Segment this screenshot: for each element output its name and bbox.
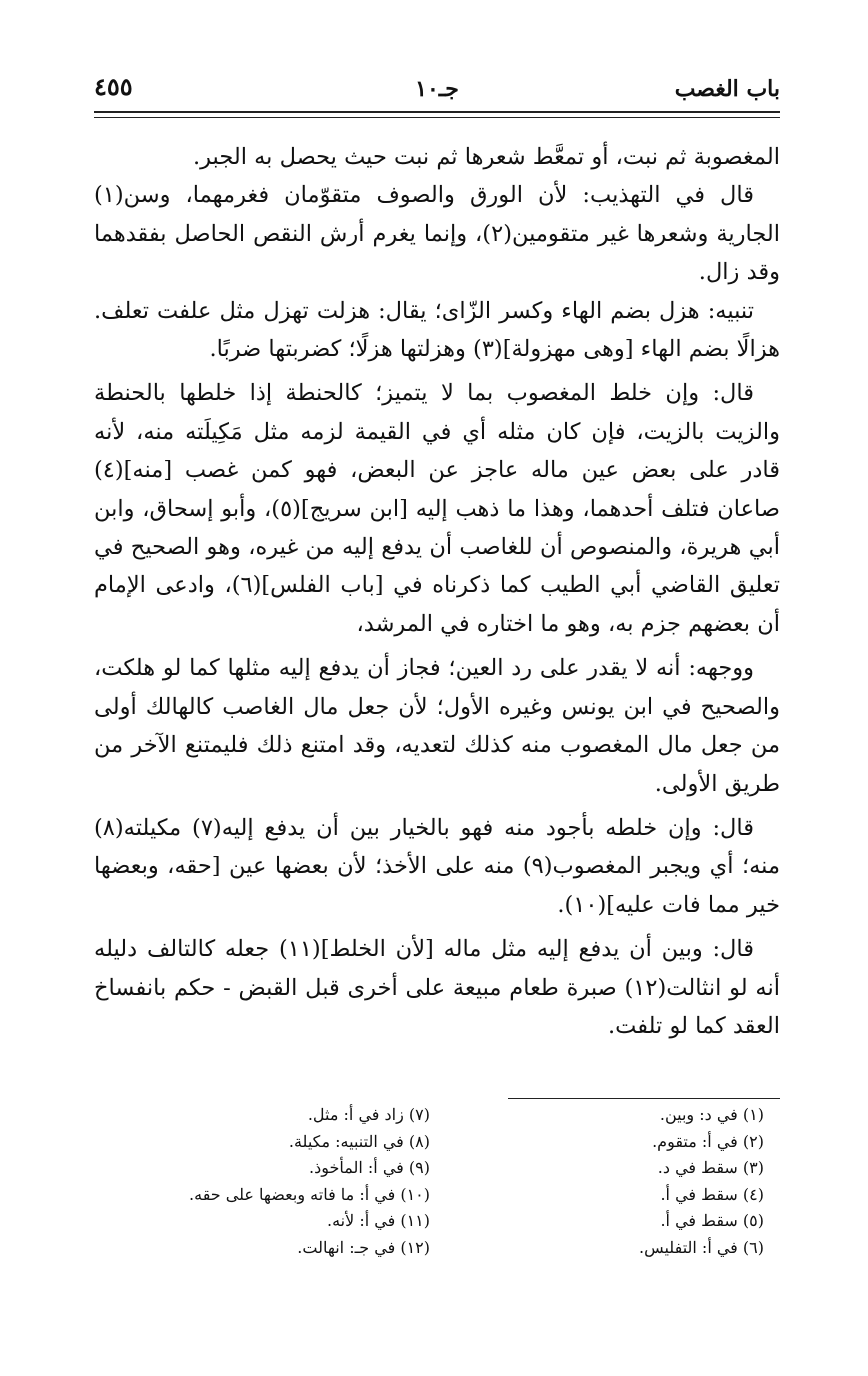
footnote: (٢) في أ: متقوم. (652, 1131, 764, 1151)
paragraph: تنبيه: هزل بضم الهاء وكسر الزّاى؛ يقال: هزلت تهزل مثل علفت تعلف. هزالًا بضم الهاء [وهى مهزولة](٣) وهزلتها هزلًا؛ كضربتها ضربًا. (94, 297, 780, 363)
footnote: (٥) سقط في أ. (660, 1211, 764, 1231)
footnote: (١٢) في جـ: انهالت. (297, 1237, 430, 1257)
paragraph: قال: وبين أن يدفع إليه مثل ماله [لأن الخلط](١١) جعله كالتالف دليله أنه لو انثالت(١٢) صبرة طعام مبيعة على أخرى قبل القبض - حكم بانفساخ العقد كما لو تلفت. (94, 936, 781, 1039)
paragraph: قال في التهذيب: لأن الورق والصوف متقوّمان فغرمهما، وسن(١) الجارية وشعرها غير متقومين(٢)، وإنما يغرم أرش النقص الحاصل بفقدهما وقد زال. (94, 182, 780, 286)
footnote: (١١) في أ: لأنه. (327, 1211, 430, 1231)
volume-number: جـ١٠ (415, 76, 459, 102)
page-number: ٤٥٥ (94, 72, 133, 101)
running-header (94, 72, 780, 106)
footnote: (٩) في أ: المأخوذ. (309, 1158, 430, 1178)
paragraph: قال: وإن خلطه بأجود منه فهو بالخيار بين أن يدفع إليه(٧) مكيلته(٨) منه؛ أي ويجبر المغصوب(٩) منه على الأخذ؛ لأن بعضها عين [حقه، وبعضها خير مما فات عليه](١٠). (94, 814, 781, 918)
footnote: (٨) في التنبيه: مكيلة. (288, 1131, 430, 1151)
footnote: (٦) في أ: التفليس. (638, 1237, 764, 1257)
footnote: (٧) زاد في أ: مثل. (307, 1105, 430, 1124)
header-rule-thick (94, 111, 780, 113)
footnotes-right-column (639, 1102, 764, 1262)
paragraph: المغصوبة ثم نبت، أو تمعَّط شعرها ثم نبت حيث يحصل به الجبر. (192, 144, 780, 170)
footnote: (١) في د: وبين. (659, 1105, 764, 1124)
footnote: (٤) سقط في أ. (660, 1184, 764, 1204)
footnote-separator (508, 1098, 780, 1099)
footnote: (١٠) في أ: ما فاته وبعضها على حقه. (189, 1184, 430, 1204)
main-text (94, 138, 780, 1045)
paragraph: قال: وإن خلط المغصوب بما لا يتميز؛ كالحنطة إذا خلطها بالحنطة والزيت بالزيت، فإن كان مثله أي في القيمة لزمه مثل مَكِيلَته منه، لأنه قادر على بعض عين ماله عاجز عن البعض، فهو كمن غصب [منه](٤) صاعان فتلف أحدهما، وهذا ما ذهب إليه [ابن سريج](٥)، وأبو إسحاق، وابن أبي هريرة، والمنصوص أن للغاصب أن يدفع إليه من غيره، وهو الصحيح في تعليق القاضي أبي الطيب كما ذكرناه في [باب الفلس](٦)، وادعى الإمام أن بعضهم جزم به، وهو ما اختاره في المرشد، (94, 380, 780, 637)
footnotes-left-column (189, 1102, 430, 1262)
chapter-title: باب الغصب (674, 76, 780, 102)
paragraph: ووجهه: أنه لا يقدر على رد العين؛ فجاز أن يدفع إليه مثلها كما لو هلكت، والصحيح في ابن يونس وغيره الأول؛ لأن جعل مال الغاصب كالهالك أولى من جعل مال المغصوب منه كذلك لتعديه، وقد امتنع ذلك فليمتنع الآخر من طريق الأولى. (94, 655, 780, 797)
footnote: (٣) سقط في د. (657, 1158, 764, 1178)
header-rule-thin (94, 117, 780, 118)
